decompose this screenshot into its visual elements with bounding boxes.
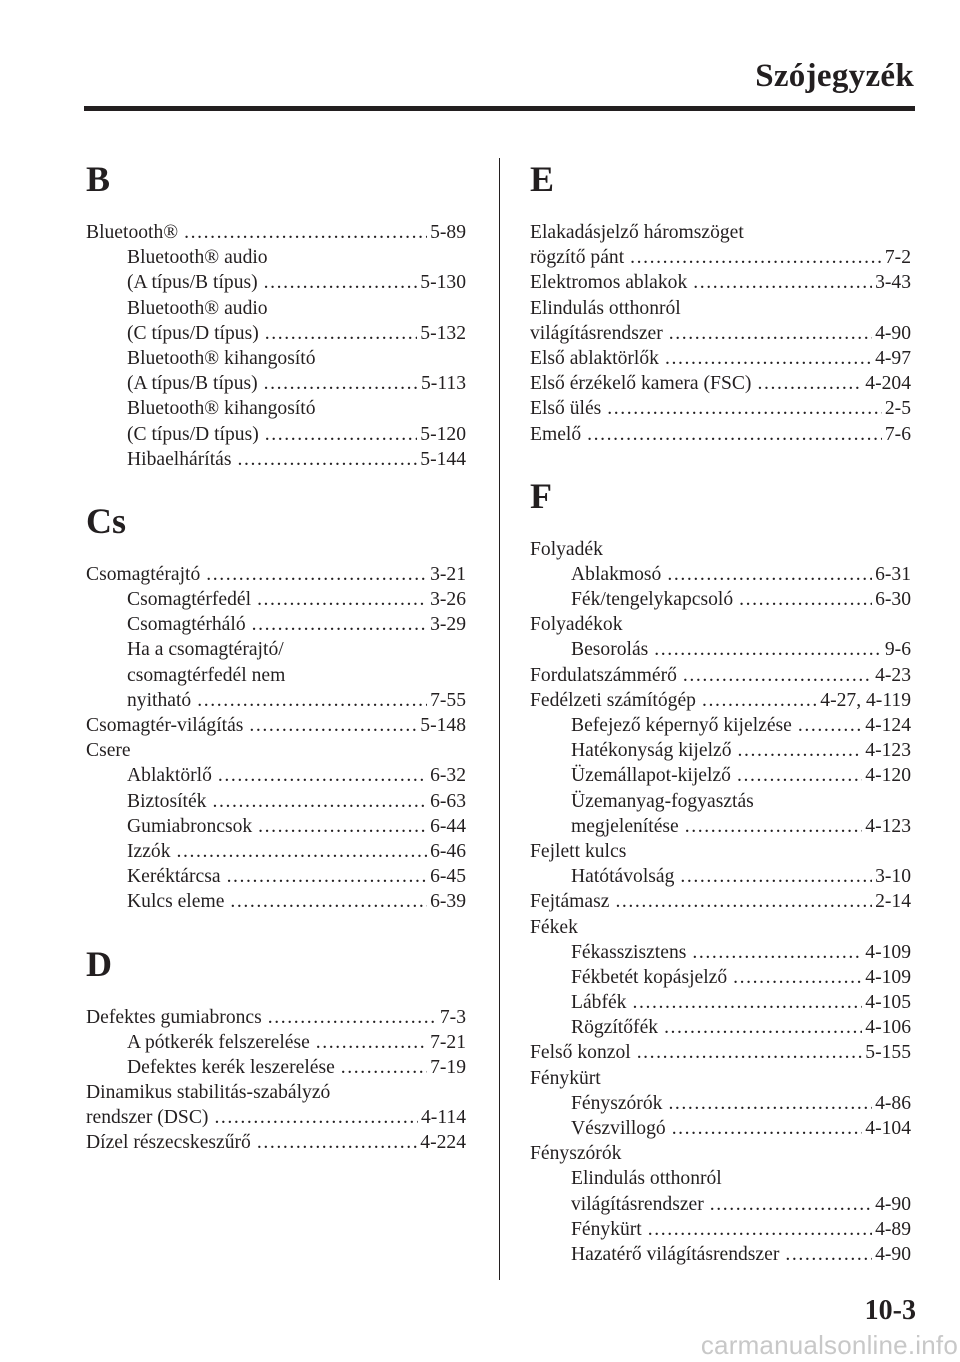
index-entry <box>530 537 911 562</box>
index-entry <box>530 1141 911 1166</box>
index-entry <box>530 940 911 965</box>
index-entry <box>86 688 466 713</box>
index-entry <box>530 245 911 270</box>
entry-page-ref: 6-63 <box>430 790 466 812</box>
entry-label: Besorolás <box>571 639 649 661</box>
entry-label: Gumiabroncsok <box>127 815 253 837</box>
entry-label: Emelő <box>530 423 582 445</box>
leader-dots <box>268 1005 437 1030</box>
entry-label: Defektes kerék leszerelése <box>127 1056 335 1078</box>
leader-dots <box>615 889 872 914</box>
entry-label: nyitható <box>127 689 192 711</box>
entry-label: Fék/tengelykapcsoló <box>571 589 734 611</box>
index-entry <box>530 1091 911 1116</box>
entry-label: Fékasszisztens <box>571 941 687 963</box>
entry-page-ref: 5-144 <box>420 448 466 470</box>
leader-dots <box>683 663 872 688</box>
index-entry <box>86 1005 466 1030</box>
section-letter: E <box>530 159 555 199</box>
entry-page-ref: 4-120 <box>865 765 911 787</box>
index-section <box>86 154 466 472</box>
entry-page-ref: 4-123 <box>865 740 911 762</box>
index-entry <box>86 270 466 295</box>
entry-page-ref: 2-5 <box>884 398 911 420</box>
entry-page-ref: 4-23 <box>875 664 911 686</box>
index-entry <box>530 738 911 763</box>
leader-dots <box>607 396 882 421</box>
entry-label: Fékbetét kopásjelző <box>571 966 728 988</box>
index-entry <box>530 612 911 637</box>
index-entry <box>530 1192 911 1217</box>
leader-dots <box>249 713 417 738</box>
entry-label: Folyadékok <box>530 614 623 636</box>
entry-page-ref: 6-31 <box>875 563 911 585</box>
leader-dots <box>212 789 427 814</box>
index-entry <box>86 396 466 421</box>
entry-label: Első érzékelő kamera (FSC) <box>530 373 752 395</box>
index-entry <box>86 447 466 472</box>
leader-dots <box>672 1116 863 1141</box>
index-entry <box>86 422 466 447</box>
entry-page-ref: 4-90 <box>875 1193 911 1215</box>
index-entry <box>530 270 911 295</box>
entry-page-ref: 2-14 <box>875 891 911 913</box>
leader-dots <box>664 1015 862 1040</box>
entry-label: Csomagtérháló <box>127 614 246 636</box>
entry-label: Rögzítőfék <box>571 1017 659 1039</box>
section-letter: Cs <box>86 500 127 541</box>
index-entry <box>86 637 466 662</box>
leader-dots <box>264 270 418 295</box>
entry-page-ref: 4-105 <box>865 992 911 1014</box>
entry-page-ref: 5-155 <box>865 1042 911 1064</box>
entry-page-ref: 9-6 <box>884 639 911 661</box>
entry-label: Befejező képernyő kijelzése <box>571 715 792 736</box>
leader-dots <box>230 889 427 914</box>
index-entry <box>86 1080 466 1105</box>
index-entry <box>86 663 466 688</box>
entry-page-ref: 6-45 <box>430 866 466 888</box>
page-header-title: Szójegyzék <box>755 58 914 94</box>
entry-page-ref: 5-132 <box>420 322 466 344</box>
entry-label: Fénykürt <box>571 1218 642 1240</box>
entry-label: Elakadásjelző háromszöget <box>530 222 744 243</box>
leader-dots <box>632 990 862 1015</box>
index-entry <box>530 915 911 940</box>
entry-label: Felső konzol <box>530 1042 631 1064</box>
entry-page-ref: 7-19 <box>430 1056 466 1078</box>
entry-label: (C típus/D típus) <box>127 322 259 344</box>
leader-dots <box>265 422 418 447</box>
leader-dots <box>785 1242 872 1267</box>
entry-label: Fénykürt <box>530 1067 601 1089</box>
index-entry <box>86 1055 466 1080</box>
index-entry <box>530 637 911 662</box>
leader-dots <box>258 814 427 839</box>
section-letter: B <box>86 159 111 199</box>
index-entry <box>86 321 466 346</box>
entry-page-ref: 4-89 <box>875 1218 911 1240</box>
entry-label: Üzemanyag-fogyasztás <box>571 790 754 812</box>
entry-label: Hatótávolság <box>571 866 675 888</box>
entry-label: Folyadék <box>530 538 603 560</box>
index-entry <box>530 1066 911 1091</box>
entry-label: Hazatérő világításrendszer <box>571 1243 780 1265</box>
leader-dots <box>648 1217 872 1242</box>
entry-label: Dinamikus stabilitás-szabályzó <box>86 1082 331 1104</box>
entry-label: Keréktárcsa <box>127 866 221 888</box>
index-entry <box>530 422 911 447</box>
entry-label: Bluetooth® audio <box>127 247 268 269</box>
index-entry <box>530 562 911 587</box>
entry-label: Kulcs eleme <box>127 891 225 913</box>
leader-dots <box>218 763 427 788</box>
entry-page-ref: 3-10 <box>875 866 911 888</box>
leader-dots <box>668 1091 872 1116</box>
index-entry <box>530 814 911 839</box>
entry-label: Csere <box>86 740 131 762</box>
leader-dots <box>702 688 817 713</box>
entry-page-ref: 4-123 <box>865 815 911 837</box>
entry-page-ref: 4-97 <box>875 347 911 369</box>
leader-dots <box>316 1030 427 1055</box>
entry-page-ref: 7-2 <box>884 247 911 269</box>
index-entry <box>86 562 466 587</box>
leader-dots <box>227 864 428 889</box>
leader-dots <box>692 940 862 965</box>
entry-label: Fékek <box>530 916 578 938</box>
leader-dots <box>214 1105 418 1130</box>
index-entry <box>86 587 466 612</box>
entry-page-ref: 4-90 <box>875 1243 911 1265</box>
entry-page-ref: 4-106 <box>865 1017 911 1039</box>
entry-label: Bluetooth® kihangosító <box>127 398 316 420</box>
index-entry <box>530 1015 911 1040</box>
leader-dots <box>733 965 862 990</box>
index-entry <box>86 889 466 914</box>
entry-label: rendszer (DSC) <box>86 1107 209 1129</box>
entry-page-ref: 5-130 <box>420 272 466 294</box>
entry-page-ref: 4-204 <box>865 373 911 395</box>
entry-label: Biztosíték <box>127 790 207 812</box>
entry-page-ref: 5-89 <box>430 222 466 243</box>
entry-label: Dízel részecskeszűrő <box>86 1132 251 1154</box>
leader-dots <box>798 713 862 738</box>
entry-label: Csomagtér-világítás <box>86 715 244 736</box>
entry-page-ref: 4-90 <box>875 322 911 344</box>
entry-page-ref: 7-21 <box>430 1031 466 1053</box>
index-entry <box>530 1242 911 1267</box>
leader-dots <box>206 562 427 587</box>
entry-page-ref: 3-26 <box>430 589 466 611</box>
index-entry <box>530 220 911 245</box>
entry-label: Fordulatszámmérő <box>530 664 677 686</box>
entry-page-ref: 4-109 <box>865 941 911 963</box>
entry-label: Fényszórók <box>571 1092 663 1114</box>
index-entry <box>530 346 911 371</box>
entry-label: (C típus/D típus) <box>127 423 259 445</box>
entry-label: Defektes gumiabroncs <box>86 1006 262 1028</box>
leader-dots <box>257 587 427 612</box>
leader-dots <box>177 839 428 864</box>
entry-page-ref: 3-29 <box>430 614 466 636</box>
index-entry <box>86 814 466 839</box>
leader-dots <box>630 245 882 270</box>
index-entry <box>530 713 911 738</box>
index-entry <box>86 296 466 321</box>
index-entry <box>86 839 466 864</box>
entry-label: Első ülés <box>530 398 602 420</box>
section-spacer <box>530 447 911 467</box>
entry-page-ref: 6-46 <box>430 840 466 862</box>
leader-dots <box>685 814 863 839</box>
entry-label: Ablaktörlő <box>127 765 212 787</box>
entry-page-ref: 6-30 <box>875 589 911 611</box>
leader-dots <box>710 1192 872 1217</box>
leader-dots <box>654 637 882 662</box>
leader-dots <box>197 688 427 713</box>
index-entry <box>530 321 911 346</box>
entry-label: csomagtérfedél nem <box>127 664 286 686</box>
index-entry <box>530 371 911 396</box>
entry-label: Fejtámasz <box>530 891 610 913</box>
entry-page-ref: 3-21 <box>430 563 466 585</box>
entry-label: Első ablaktörlők <box>530 347 659 369</box>
leader-dots <box>665 346 872 371</box>
entry-label: világításrendszer <box>571 1193 704 1215</box>
leader-dots <box>265 321 418 346</box>
entry-label: Csomagtérajtó <box>86 563 201 585</box>
index-entry <box>530 296 911 321</box>
index-entry <box>86 346 466 371</box>
page-number: 10-3 <box>864 1295 916 1326</box>
index-entry <box>86 864 466 889</box>
entry-page-ref: 5-148 <box>420 715 466 736</box>
entry-label: (A típus/B típus) <box>127 373 258 395</box>
entry-label: Üzemállapot-kijelző <box>571 765 731 787</box>
index-entry <box>530 587 911 612</box>
entry-label: megjelenítése <box>571 815 679 837</box>
entry-page-ref: 7-6 <box>884 423 911 445</box>
index-section <box>86 496 466 915</box>
index-entry <box>86 612 466 637</box>
entry-label: Fedélzeti számítógép <box>530 689 696 711</box>
index-entry <box>530 1040 911 1065</box>
entry-label: Ha a csomagtérajtó/ <box>127 639 284 661</box>
leader-dots <box>757 371 862 396</box>
section-spacer <box>86 472 466 492</box>
index-entry <box>530 763 911 788</box>
leader-dots <box>637 1040 863 1065</box>
index-entry <box>86 1030 466 1055</box>
index-entry <box>86 220 466 245</box>
entry-page-ref: 7-55 <box>430 689 466 711</box>
entry-label: Csomagtérfedél <box>127 589 252 611</box>
entry-page-ref: 7-3 <box>439 1006 466 1028</box>
entry-label: Bluetooth® <box>86 222 179 243</box>
entry-label: Lábfék <box>571 992 627 1014</box>
section-letter: D <box>86 943 112 984</box>
leader-dots <box>252 612 427 637</box>
header-rule <box>84 106 915 111</box>
section-spacer <box>86 915 466 935</box>
entry-page-ref: 4-109 <box>865 966 911 988</box>
entry-page-ref: 6-32 <box>430 765 466 787</box>
watermark-text: carmanualsonline.info <box>700 1330 958 1360</box>
entry-page-ref: 4-224 <box>420 1132 466 1154</box>
leader-dots <box>264 371 418 396</box>
leader-dots <box>341 1055 427 1080</box>
entry-page-ref: 6-39 <box>430 891 466 913</box>
section-letter: F <box>530 475 552 516</box>
entry-label: A pótkerék felszerelése <box>127 1031 310 1053</box>
entry-label: Elektromos ablakok <box>530 272 688 294</box>
index-entry <box>86 245 466 270</box>
index-section <box>530 154 911 447</box>
entry-page-ref: 4-124 <box>865 715 911 736</box>
index-section <box>530 471 911 1267</box>
index-entry <box>530 688 911 713</box>
entry-label: Fejlett kulcs <box>530 840 627 862</box>
leader-dots <box>587 422 882 447</box>
index-entry <box>530 965 911 990</box>
entry-page-ref: 4-114 <box>421 1107 466 1129</box>
index-entry <box>530 663 911 688</box>
index-entry <box>530 1217 911 1242</box>
leader-dots <box>237 447 417 472</box>
leader-dots <box>184 220 427 245</box>
index-entry <box>530 839 911 864</box>
entry-page-ref: 6-44 <box>430 815 466 837</box>
index-entry <box>530 396 911 421</box>
entry-label: világításrendszer <box>530 322 663 344</box>
index-column-right <box>530 150 911 1267</box>
entry-label: Hibaelhárítás <box>127 448 232 470</box>
index-entry <box>86 789 466 814</box>
entry-label: (A típus/B típus) <box>127 272 258 294</box>
index-entry <box>86 371 466 396</box>
leader-dots <box>739 587 872 612</box>
entry-label: Bluetooth® audio <box>127 297 268 319</box>
entry-page-ref: 4-86 <box>875 1092 911 1114</box>
index-column-left <box>86 150 466 1156</box>
index-section <box>86 939 466 1156</box>
entry-page-ref: 5-113 <box>421 373 466 395</box>
index-entry <box>86 738 466 763</box>
index-entry <box>86 1130 466 1155</box>
entry-label: Hatékonyság kijelző <box>571 740 732 762</box>
leader-dots <box>667 562 872 587</box>
leader-dots <box>680 864 872 889</box>
index-entry <box>530 990 911 1015</box>
entry-label: Vészvillogó <box>571 1118 666 1139</box>
index-entry <box>530 889 911 914</box>
index-entry <box>530 1166 911 1191</box>
entry-label: Izzók <box>127 840 171 862</box>
entry-label: rögzítő pánt <box>530 247 625 269</box>
index-entry <box>86 713 466 738</box>
entry-label: Elindulás otthonról <box>530 297 681 319</box>
entry-label: Ablakmosó <box>571 563 662 585</box>
column-divider <box>499 158 500 1280</box>
entry-page-ref: 3-43 <box>875 272 911 294</box>
entry-label: Elindulás otthonról <box>571 1168 722 1190</box>
leader-dots <box>737 763 862 788</box>
leader-dots <box>693 270 872 295</box>
index-entry <box>530 1116 911 1141</box>
entry-label: Fényszórók <box>530 1143 622 1165</box>
index-entry <box>86 1105 466 1130</box>
index-entry <box>530 789 911 814</box>
index-entry <box>86 763 466 788</box>
index-entry <box>530 864 911 889</box>
entry-page-ref: 4-27, 4-119 <box>820 689 911 711</box>
entry-page-ref: 4-104 <box>865 1118 911 1139</box>
leader-dots <box>738 738 863 763</box>
leader-dots <box>669 321 872 346</box>
entry-label: Bluetooth® kihangosító <box>127 347 316 369</box>
entry-page-ref: 5-120 <box>420 423 466 445</box>
leader-dots <box>257 1130 417 1155</box>
